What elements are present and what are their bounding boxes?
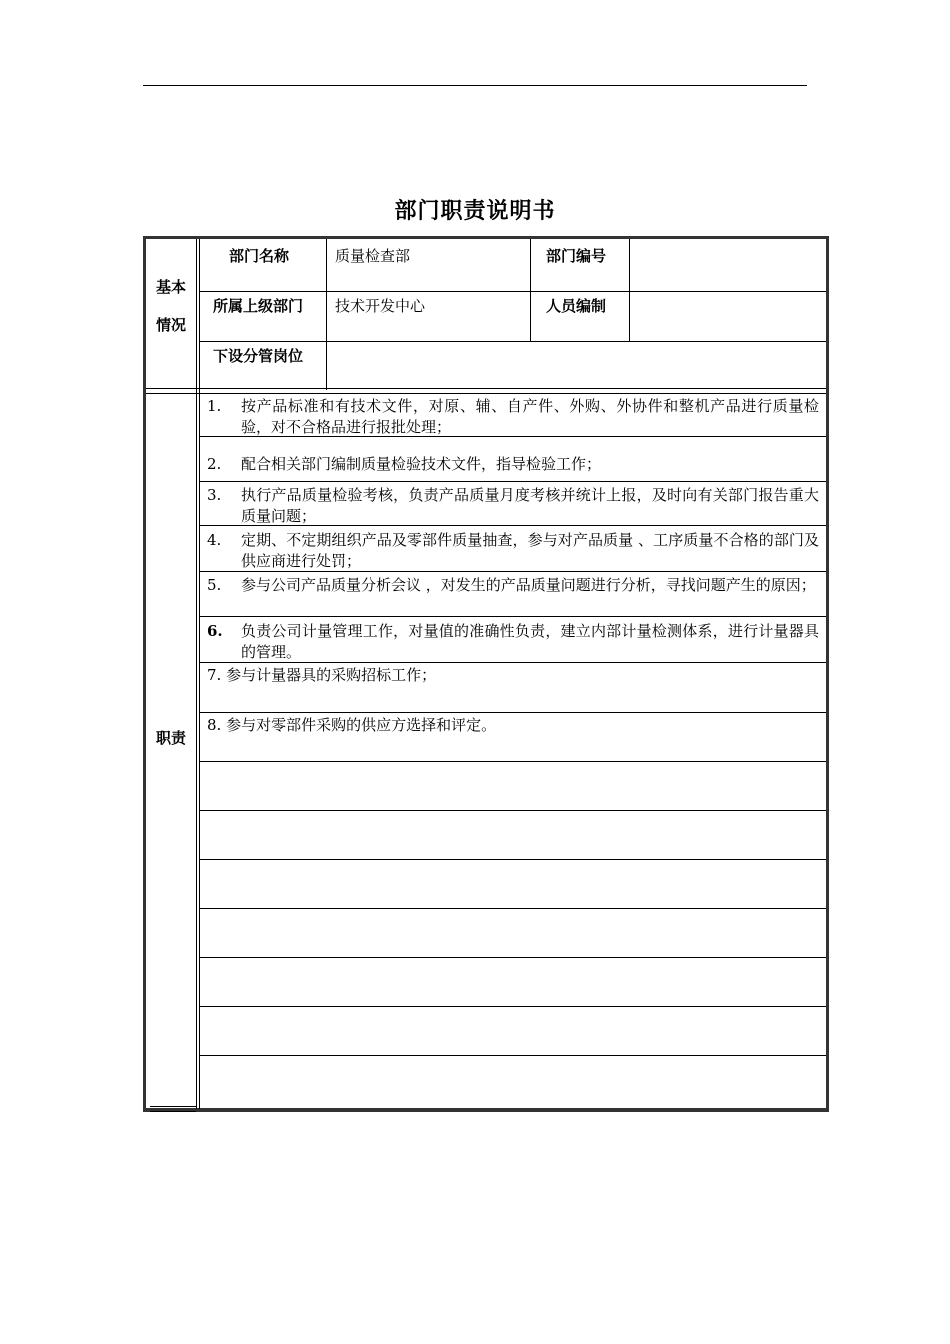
section-label-divider [196,239,197,1109]
duty-item [207,454,819,475]
dept-name-label: 部门名称 [229,247,290,265]
duty-number: 6. [207,622,223,640]
duty-item [207,396,819,438]
duty-item [207,530,819,572]
staffing-label: 人员编制 [546,297,607,315]
row-divider [199,616,826,617]
row-divider [199,341,826,342]
row-divider [199,291,826,292]
section-label-divider-2 [199,239,200,1109]
col-divider-2 [530,239,531,341]
sub-positions-label: 下设分管岗位 [213,347,304,365]
duty-number: 1. [207,397,222,415]
duty-text: 按产品标准和有技术文件，对原、辅、自产件、外购、外协件和整机产品进行质量检验，对不合格品进行报批处理； [241,397,819,436]
row-divider [199,859,826,860]
duty-number: 4. [207,531,222,549]
duty-item [207,575,819,596]
document-title: 部门职责说明书 [394,199,556,224]
duty-number: 3. [207,486,222,504]
basic-section-label: 基本 [156,278,187,296]
row-divider [199,1006,826,1007]
col-divider-3 [629,239,630,341]
duty-item [207,621,819,663]
dept-code-label: 部门编号 [546,247,607,265]
duty-number: 5. [207,576,222,594]
duties-section-label: 职责 [156,729,187,747]
col-divider-1 [326,239,327,390]
section-divider [146,388,826,394]
duty-item: 7. 参与计量器具的采购招标工作； [207,666,437,684]
bottom-left-mark [150,1106,196,1112]
row-divider [199,810,826,811]
duty-text: 执行产品质量检验考核，负责产品质量月度考核并统计上报，及时向有关部门报告重大质量问题； [241,486,819,525]
row-divider [199,761,826,762]
duty-text: 参与公司产品质量分析会议 ，对发生的产品质量问题进行分析，寻找问题产生的原因； [241,576,816,594]
duty-text: 定期、不定期组织产品及零部件质量抽查，参与对产品质量 、工序质量不合格的部门及供应商进行处罚； [241,531,819,570]
duty-item [207,485,819,527]
header-rule [143,85,807,86]
duty-text: 负责公司计量管理工作，对量值的准确性负责，建立内部计量检测体系，进行计量器具的管理。 [241,622,819,661]
duty-item: 8. 参与对零部件采购的供应方选择和评定。 [207,716,497,734]
row-divider [199,908,826,909]
dept-name-value: 质量检查部 [335,247,411,265]
basic-section-label: 情况 [156,316,187,334]
row-divider [199,712,826,713]
row-divider [199,957,826,958]
row-divider [199,1055,826,1056]
duty-number: 2. [207,455,222,473]
row-divider [199,481,826,482]
duty-text: 配合相关部门编制质量检验技术文件，指导检验工作； [241,455,602,473]
parent-dept-label: 所属上级部门 [213,297,304,315]
parent-dept-value: 技术开发中心 [335,297,426,315]
